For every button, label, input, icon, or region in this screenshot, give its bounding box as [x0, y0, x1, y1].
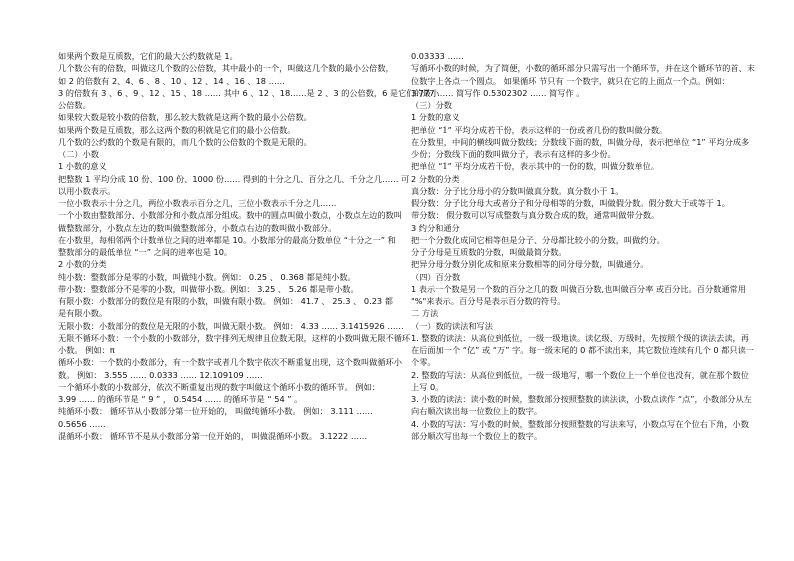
text-line: 小数。 例如：π — [58, 345, 115, 355]
section-heading: （四）百分数 — [411, 271, 461, 282]
text-line: 在分数里，中间的横线叫做分数线；分数线下面的数，叫做分母，表示把单位 “1” 平均分成多 — [411, 136, 750, 147]
text-line: 几个数的公约数的个数是有限的，而几个数的公倍数的个数是无限的。 — [58, 136, 312, 147]
text-line: 1 表示一个数是另一个数的百分之几的数 叫做百分数,也叫做百分率 或百分比。百分数通常用 — [411, 283, 746, 294]
text-line: 1. 整数的读法：从高位到低位，一级一级地读。读亿级、万级时，先按照个级的读法去读，再 — [411, 332, 749, 343]
text-line: 无限不循环小数：一个小数的小数部分，数字排列无规律且位数无限，这样的小数叫做无限不循环 — [58, 332, 411, 343]
text-line: 是有限小数。 — [58, 308, 108, 319]
text-line: 真分数：分子比分母小的分数叫做真分数。真分数小于 1。 — [411, 185, 624, 196]
text-line: 3. 小数的读法：读小数的时候，整数部分按照整数的读法读，小数点读作 “点”，小数部分从左 — [411, 394, 752, 404]
subsection-heading: 2 小数的分类 — [58, 259, 107, 270]
text-line: 在小数里，每相邻两个计数单位之间的进率都是 10。小数部分的最高分数单位 “十分之一” 和 — [58, 234, 396, 245]
text-line: 假分数：分子比分母大或者分子和分母相等的分数，叫做假分数。假分数大于或等于 1。 — [411, 198, 730, 208]
section-heading: （三）分数 — [411, 100, 452, 110]
text-line: 整数部分的最低单位 “一” 之间的进率也是 10。 — [58, 247, 233, 257]
text-line: 把整数 1 平均分成 10 份、100 份、1000 份…… 得到的十分之几、百分之几、千分之几…… 可 — [58, 173, 410, 184]
text-line: 做整数部分，小数点左边的数叫做整数部分，小数点右边的数叫做小数部分。 — [58, 222, 337, 233]
right-column — [411, 50, 755, 442]
text-line: 一个循环小数的小数部分，依次不断重复出现的数字叫做这个循环小数的循环节。 例如： — [58, 381, 380, 392]
section-heading: （一）数的读法和写法 — [411, 320, 493, 331]
text-line: 上写 0。 — [411, 381, 444, 392]
text-line: 3.777 …… 简写作 0.5302302 …… 简写作 。 — [411, 87, 585, 98]
text-line: 公倍数。 — [58, 100, 91, 110]
text-line: 把单位 “1” 平均分成若干份，表示这样的一份或者几份的数叫做分数。 — [411, 124, 668, 135]
subsection-heading: 1 小数的意义 — [58, 161, 107, 172]
text-line: 如 2 的倍数有 2、4、6 、8 、10 、12 、14 、16 、18 …… — [58, 75, 285, 86]
text-line: 有限小数：小数部分的数位是有限的小数，叫做有限小数。 例如： 41.7 、 25.3 、 0.23 都 — [58, 296, 393, 306]
text-line: 少份；分数线下面的数叫做分子，表示有这样的多少份。 — [411, 149, 616, 159]
text-line: 以用小数表示。 — [58, 185, 116, 196]
text-line: 分子分母是互质数的分数，叫做最简分数。 — [411, 247, 567, 257]
text-line: 如果两个数是互质数，它们的最大公约数就是 1。 — [58, 51, 238, 61]
text-line: 4. 小数的写法：写小数的时候，整数部分按照整数的写法来写，小数点写在个位右下角，小数 — [411, 418, 749, 429]
text-line: 如果较大数是较小数的倍数，那么较大数就是这两个数的最小公倍数。 — [58, 112, 312, 123]
text-line: 2. 整数的写法：从高位到低位，一级一级地写，哪一个数位上一个单位也没有，就在那个数位 — [411, 369, 749, 380]
text-line: 纯循环小数： 循环节从小数部分第一位开始的， 叫做纯循环小数。 例如： 3.111 …… — [58, 406, 373, 417]
text-line: 循环小数：一个数的小数部分，有一个数字或者几个数字依次不断重复出现，这个数叫做循环小 — [58, 357, 402, 368]
text-line: 如果两个数是互质数，那么这两个数的积就是它们的最小公倍数。 — [58, 124, 296, 135]
subsection-heading: 2 分数的分类 — [411, 173, 460, 184]
text-line: 几个数公有的倍数，叫做这几个数的公倍数，其中最小的一个，叫做这几个数的最小公倍数， — [58, 63, 394, 74]
text-line: 把单位 “1” 平均分成若干份，表示其中的一份的数，叫做分数单位。 — [411, 161, 660, 172]
text-line: 带分数： 假分数可以写成整数与真分数合成的数，通常叫做带分数。 — [411, 210, 660, 221]
text-line: 3 的倍数有 3 、6 、9 、12 、15 、18 …… 其中 6 、12 、18……是 2 、3 的公倍数，6 是它们的最小 — [58, 87, 440, 98]
text-line: 向右顺次读出每一位数位上的数字。 — [411, 406, 543, 417]
text-line: 无限小数：小数部分的数位是无限的小数，叫做无限小数。 例如： 4.33 …… 3.1415926 …… — [58, 320, 404, 331]
text-line: 3.99 …… 的循环节是 “ 9 ” ， 0.5454 …… 的循环节是 “ 54 ” 。 — [58, 394, 303, 404]
chapter-heading: 二 方法 — [411, 308, 439, 319]
text-line: 部分顺次写出每一个数位上的数字。 — [411, 430, 543, 441]
text-line: 把异分母分数分别化成和原来分数相等的同分母分数，叫做通分。 — [411, 259, 649, 270]
section-heading: （二）小数 — [58, 149, 99, 159]
text-line: 个零。 — [411, 357, 436, 368]
text-line: 把一个分数化成同它相等但是分子、分母都比较小的分数，叫做约分。 — [411, 234, 665, 245]
text-line: 0.5656 …… — [58, 418, 106, 429]
subsection-heading: 1 分数的意义 — [411, 112, 460, 123]
subsection-heading: 3 约分和通分 — [411, 222, 460, 233]
text-line: 一位小数表示十分之几，两位小数表示百分之几，三位小数表示千分之几…… — [58, 198, 337, 208]
text-line: 位数字上各点一个圆点。 如果循环 节只有 一个数字，就只在它的上面点一个点。例如： — [411, 75, 730, 86]
text-line: 数。 例如： 3.555 …… 0.0333 …… 12.109109 …… — [58, 369, 263, 380]
text-line: 在后面加一个 “亿” 或 “万” 字。每一级末尾的 0 都不读出来，其它数位连续有几个 0 都只读一 — [411, 345, 754, 355]
text-line: 写循环小数的时候，为了简便，小数的循环部分只需写出一个循环节，并在这个循环节的首、末 — [411, 63, 755, 74]
text-line: 0.03333 …… — [411, 51, 464, 61]
text-line: 一个小数由整数部分、小数部分和小数点部分组成。数中的圆点叫做小数点，小数点左边的数叫 — [58, 210, 402, 221]
text-line: "%"来表示。百分号是表示百分数的符号。 — [411, 296, 566, 306]
text-line: 纯小数：整数部分是零的小数，叫做纯小数。例如： 0.25 、 0.368 都是纯小数。 — [58, 271, 356, 282]
text-line: 带小数：整数部分不是零的小数，叫做带小数。例如： 3.25 、 5.26 都是带小数。 — [58, 283, 359, 294]
text-line: 混循环小数： 循环节不是从小数部分第一位开始的， 叫做混循环小数。 3.1222 …… — [58, 430, 368, 441]
